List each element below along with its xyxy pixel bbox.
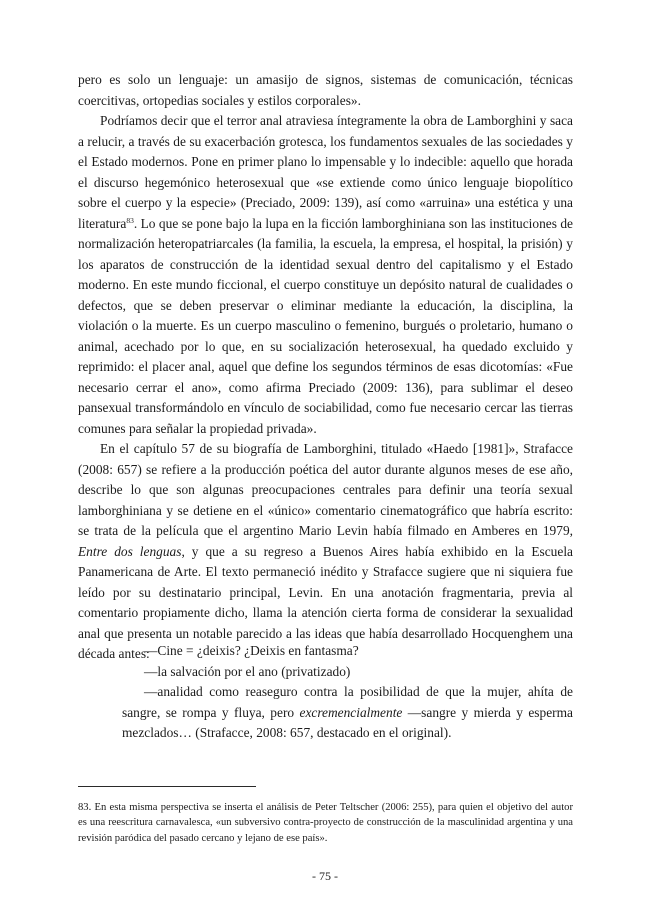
main-text xyxy=(78,70,573,665)
footnote-separator xyxy=(78,786,256,787)
paragraph-strafacce: En el capítulo 57 de su biografía de Lamborghini, titulado «Haedo [1981]», Strafacce (2008: 657) se refiere a la producción poética del autor durante algunos meses de ese año, describe lo que son algunas preocupaciones centrales para definir una teoría sexual lamborghiniana y se detiene en el «único» comentario cinematográfico que habría escrito: se trata de la película que el argentino Mario Levin había filmado en Amberes en 1979, Entre dos lenguas, y que a su regreso a Buenos Aires había exhibido en la Escuela Panamericana de Arte. El texto permaneció inédito y Strafacce sugiere que ni siquiera fue leído por su destinatario principal, Levin. En una anotación fragmentaria, previa al comentario propiamente dicho, llama la atención cierta forma de considerar la sexualidad anal que presenta un notable parecido a las ideas que había desarrollado Hocquenghem una década antes: xyxy=(78,441,573,661)
footnote-83: 83. En esta misma perspectiva se inserta el análisis de Peter Teltscher (2006: 255), para quien el objetivo del autor es una reescritura carnavalesca, «un subversivo contra-proyecto de construcción de la masculinidad argentina y una revisión paródica del pasado cercano y lejano de ese país». xyxy=(78,802,573,844)
paragraph-continuation: pero es solo un lenguaje: un amasijo de signos, sistemas de comunicación, técnicas coercitivas, ortopedias sociales y estilos corporales». xyxy=(78,72,573,108)
quote-line-1: —Cine = ¿deixis? ¿Deixis en fantasma? xyxy=(144,643,359,658)
footnote xyxy=(78,800,573,846)
block-quote xyxy=(122,641,573,744)
paragraph-anal-terror: Podríamos decir que el terror anal atraviesa íntegramente la obra de Lamborghini y saca a relucir, a través de su exacerbación grotesca, los fundamentos sexuales de las sociedades y el Estado modernos. Pone en primer plano lo impensable y lo indecible: aquello que horada el discurso hegemónico heterosexual que «se extiende como único lenguaje biopolítico sobre el cuerpo y la especie» (Preciado, 2009: 139), así como «arruina» una estética y una literatura$^{83}$. Lo que se pone bajo la lupa en la ficción lamborghiniana son las instituciones de normalización heteropatriarcales (la familia, la escuela, la empresa, el hospital, la prisión) y los aparatos de construcción de la identidad sexual dentro del capitalismo y el Estado moderno. En este mundo ficcional, el cuerpo constituye un depósito natural de cualidades o defectos, que se deben preservar o eliminar mediante la educación, la disciplina, la violación o la muerte. Es un cuerpo masculino o femenino, burgués o proletario, humano o animal, acechado por lo que, en su socialización heterosexual, ha quedado excluido y reprimido: el placer anal, aquel que define los segundos términos de esas dicotomías: «Fue necesario cerrar el ano», como afirma Preciado (2009: 136), para sublimar el deseo pansexual transformándolo en vínculo de sociabilidad, como fue necesario cercar las tierras comunes para señalar la propiedad privada». xyxy=(78,113,573,436)
quote-line-3: —analidad como reaseguro contra la posibilidad de que la mujer, ahíta de sangre, se rompa y fluya, pero excremencialmente —sangre y mierda y esperma mezclados… (Strafacce, 2008: 657, destacado en el original). xyxy=(122,684,573,740)
quote-line-2: —la salvación por el ano (privatizado) xyxy=(144,663,351,679)
page-number: - 75 - xyxy=(312,869,338,883)
